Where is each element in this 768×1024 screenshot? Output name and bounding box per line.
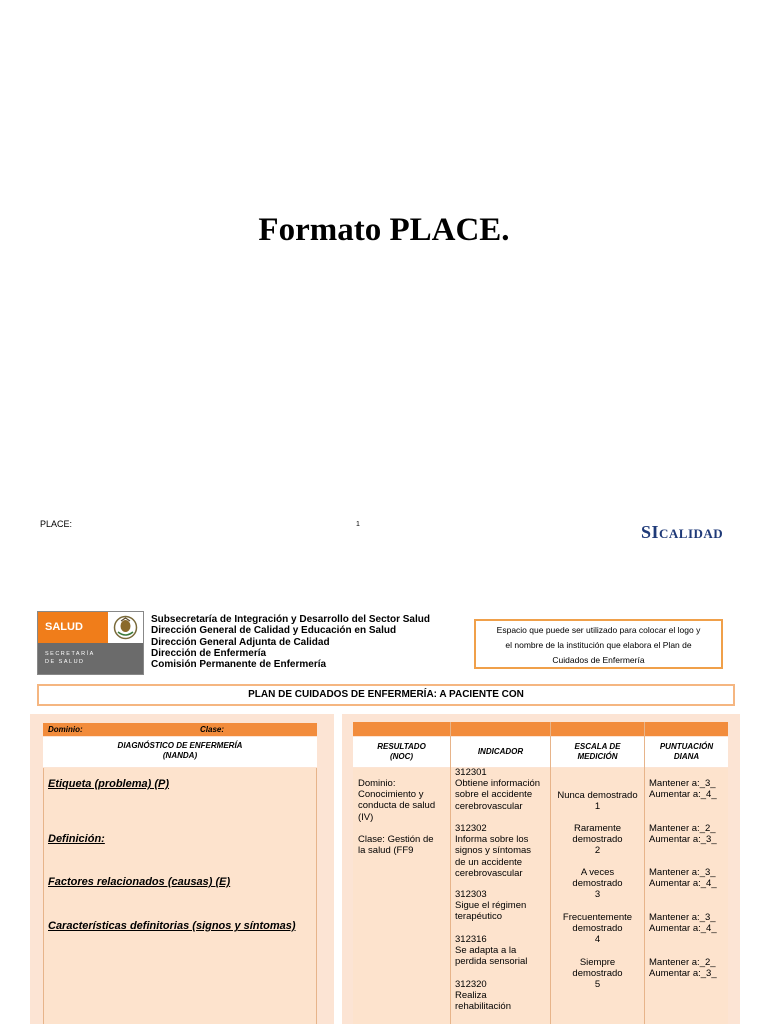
page-title: Formato PLACE. (258, 212, 510, 248)
brand-small: CALIDAD (659, 526, 724, 541)
resultado-clase: Clase: Gestión de la salud (FF9 (358, 834, 434, 857)
indicador-item: 312316 Se adapta a la perdida sensorial (455, 934, 528, 968)
header-resultado: RESULTADO (NOC) (353, 737, 450, 767)
table-header-bar (353, 722, 728, 736)
puntuacion-item: Mantener a:_2_ Aumentar a:_3_ (649, 957, 717, 980)
header-indicador: INDICADOR (451, 737, 550, 767)
indicador-item: 312303 Sigue el régimen terapéutico (455, 889, 527, 923)
puntuacion-item: Mantener a:_3_ Aumentar a:_4_ (649, 867, 717, 890)
indicador-item: 312301 Obtiene información sobre el accidente cerebrovascular (455, 767, 541, 812)
column-divider (450, 722, 451, 1024)
logo-space-note: Espacio que puede ser utilizado para colocar el logo y el nombre de la institución que elabora el Plan de Cuidados de Enfermería (474, 619, 723, 669)
header-escala: ESCALA DE MEDICIÓN (551, 737, 644, 767)
puntuacion-item: Mantener a:_2_ Aumentar a:_3_ (649, 823, 717, 846)
escala-item: A veces demostrado 3 (572, 867, 623, 901)
escala-item: Nunca demostrado 1 (557, 790, 638, 813)
header-puntuacion: PUNTUACIÓN DIANA (645, 737, 728, 767)
page-number: 1 (356, 521, 360, 528)
outcomes-table (353, 722, 728, 1024)
escala-item: Siempre demostrado 5 (572, 957, 623, 991)
plan-title: PLAN DE CUIDADOS DE ENFERMERÍA: A PACIENTE CON (37, 684, 735, 706)
organization-header (151, 614, 430, 670)
resultado-dominio: Dominio: Conocimiento y conducta de salud (IV) (358, 778, 436, 823)
factores-label: Factores relacionados (causas) (E) (48, 876, 231, 888)
logo-subtitle: SECRETARÍA DE SALUD (38, 643, 143, 674)
diagnosis-header (43, 723, 317, 736)
etiqueta-label: Etiqueta (problema) (P) (48, 778, 170, 790)
escala-item: Raramente demostrado 2 (572, 823, 623, 857)
clase-label: Clase: (200, 725, 225, 734)
indicador-item: 312302 Informa sobre los signos y síntomas de un accidente cerebrovascular (455, 823, 532, 879)
diagnosis-title: DIAGNÓSTICO DE ENFERMERÍA (NANDA) (43, 737, 317, 767)
brand-main: SI (641, 522, 660, 542)
puntuacion-item: Mantener a:_3_ Aumentar a:_4_ (649, 778, 717, 801)
puntuacion-item: Mantener a:_3_ Aumentar a:_4_ (649, 912, 717, 935)
salud-logo (37, 611, 144, 675)
footer-label: PLACE: (40, 519, 73, 529)
column-divider (644, 722, 645, 1024)
mexico-emblem-icon (108, 612, 143, 643)
org-line: Dirección de Enfermería (151, 647, 267, 659)
definicion-label: Definición: (48, 833, 105, 845)
caracteristicas-label: Características definitorias (signos y síntomas) (48, 920, 296, 932)
sicalidad-logo (641, 522, 723, 543)
org-line: Subsecretaría de Integración y Desarrollo del Sector Salud (151, 614, 430, 625)
org-line: Dirección General de Calidad y Educación en Salud (151, 625, 397, 637)
dominio-label: Dominio: (48, 725, 83, 734)
logo-brand: SALUD (38, 612, 108, 643)
org-line: Comisión Permanente de Enfermería (151, 659, 327, 671)
indicador-item: 312320 Realiza rehabilitación (455, 979, 511, 1013)
escala-item: Frecuentemente demostrado 4 (562, 912, 633, 946)
org-line: Dirección General Adjunta de Calidad (151, 636, 330, 648)
diagnosis-body (43, 768, 317, 1024)
